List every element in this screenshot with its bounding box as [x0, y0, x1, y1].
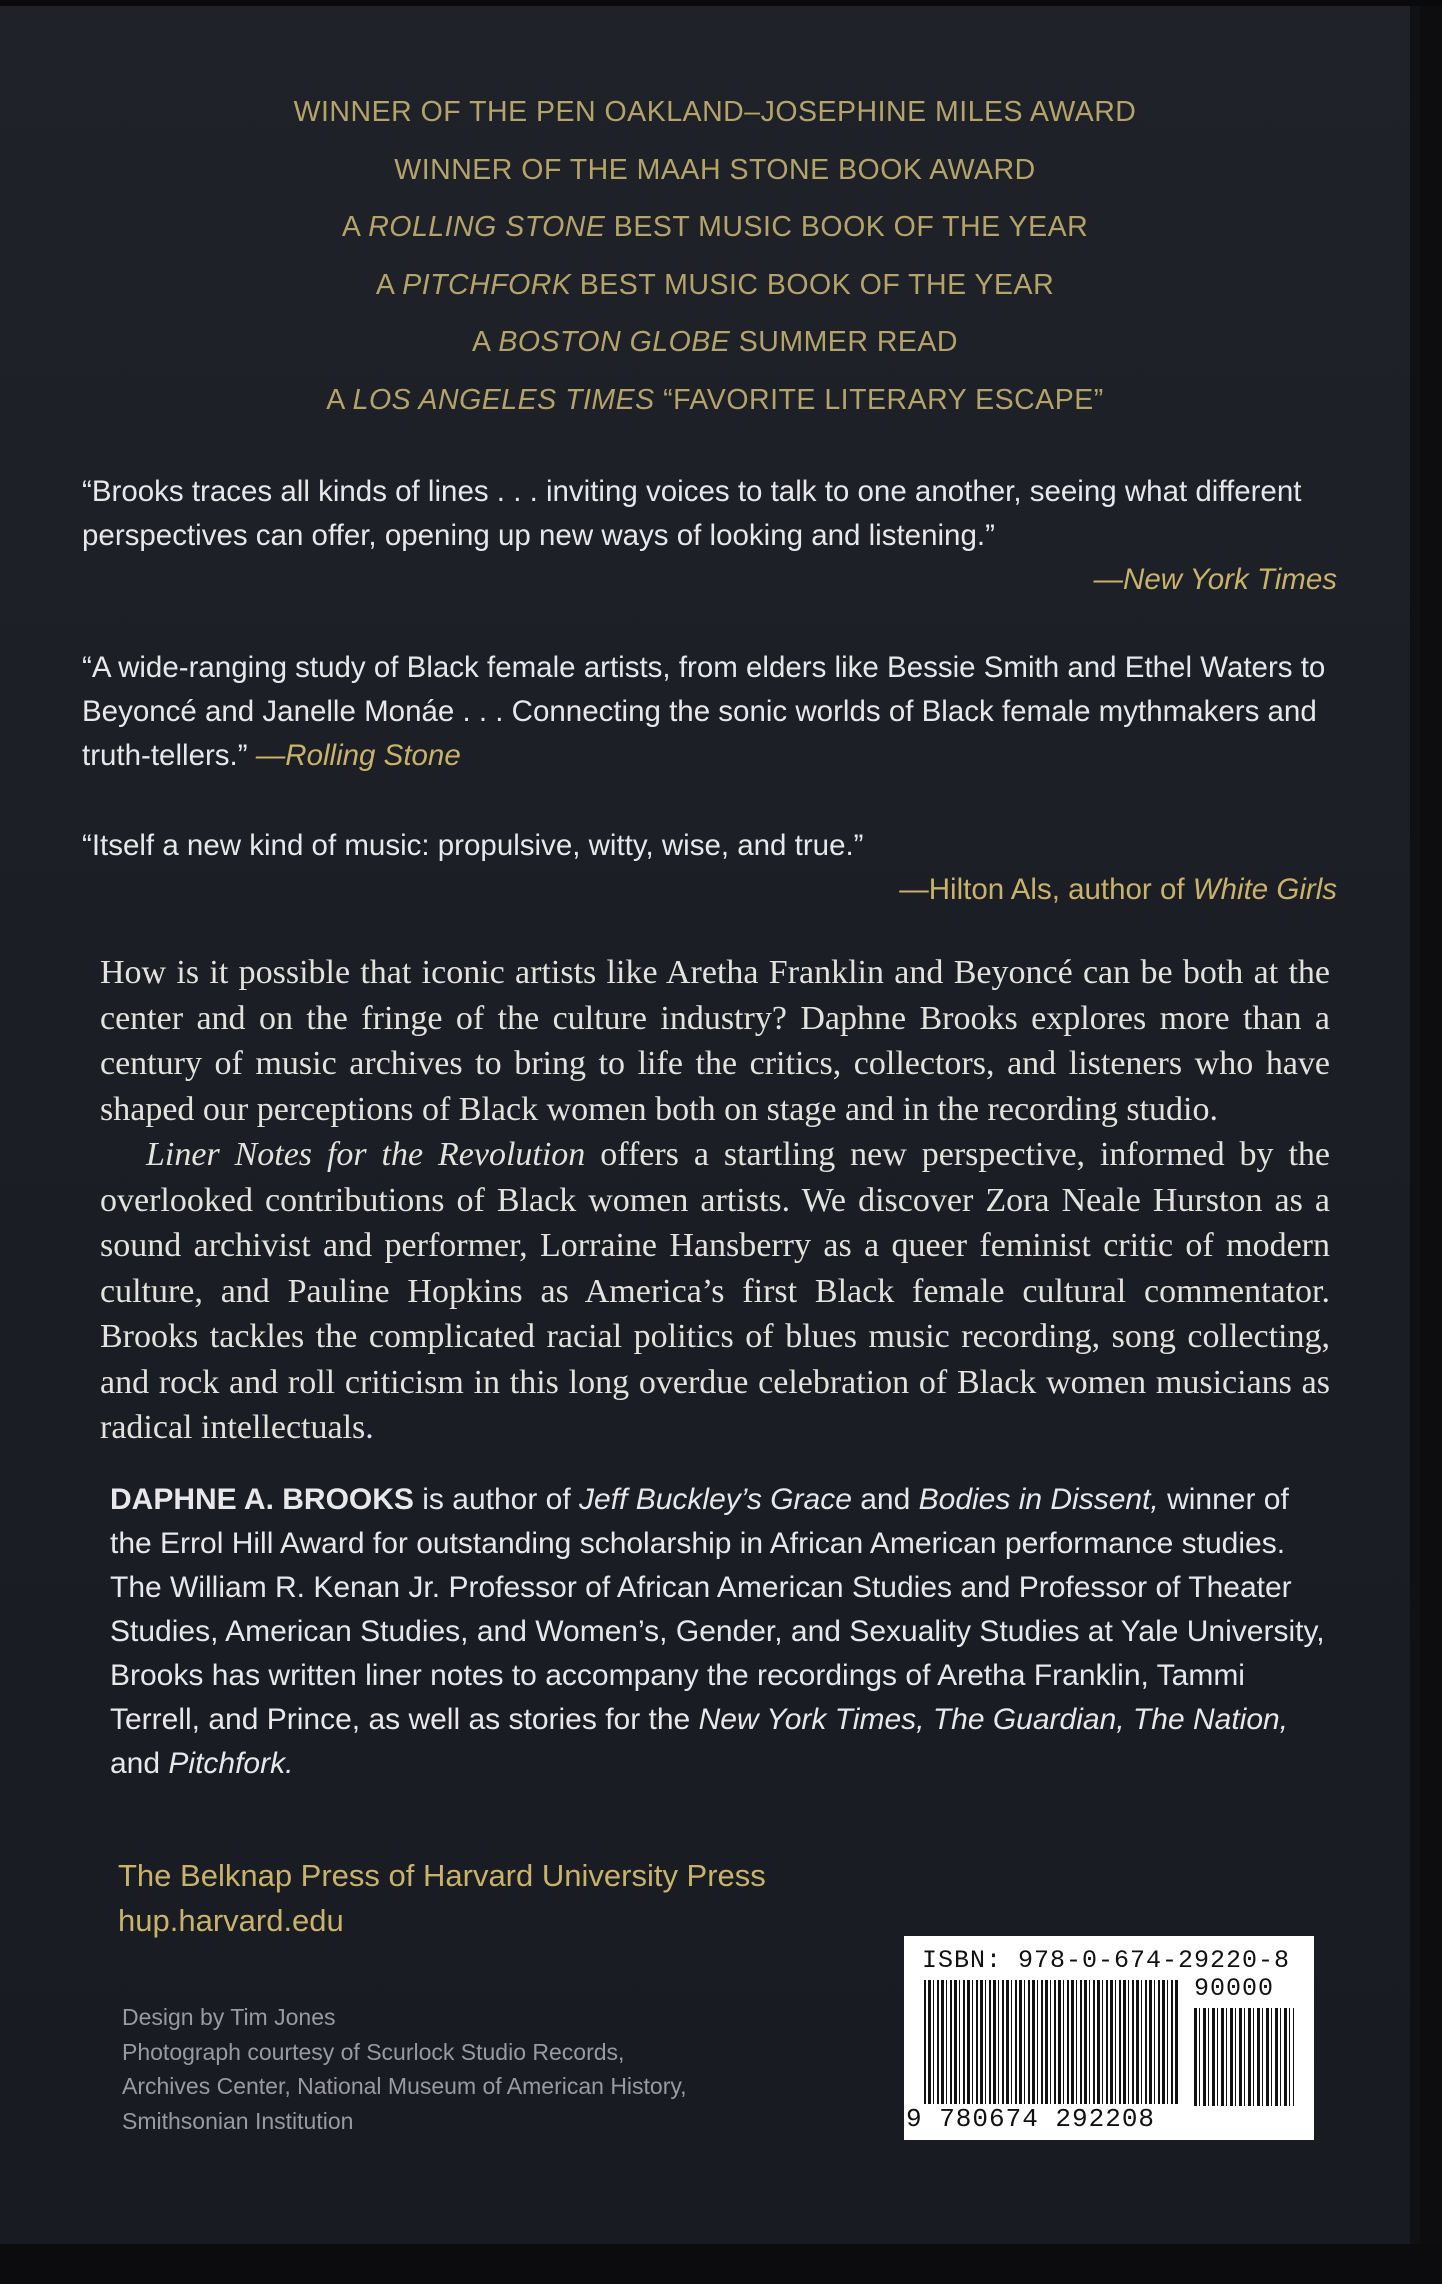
quote-text: “A wide-ranging study of Black female artists, from elders like Bessie Smith and Ethel Waters to Beyoncé and Janelle Monáe . . . Connecting the sonic worlds of Black female mythmakers and truth-tellers.”: [82, 651, 1326, 772]
isbn-number: ISBN: 978-0-674-29220-8: [922, 1946, 1291, 1975]
publisher-name: The Belknap Press of Harvard University Press: [118, 1858, 766, 1893]
credit-line: Design by Tim Jones: [122, 2004, 336, 2030]
barcode-bars-icon: [924, 1980, 1179, 2106]
author-bio: DAPHNE A. BROOKS is author of Jeff Buckley’s Grace and Bodies in Dissent, winner of the Errol Hill Award for outstanding scholarship in African American performance studies. The William R. Kenan Jr. Professor of African American Studies and Professor of Theater Studies, American Studies, and Women’s, Gender, and Sexuality Studies at Yale University, Brooks has written liner notes to accompany the recordings of Aretha Franklin, Tammi Terrell, and Prince, as well as stories for the New York Times, The Guardian, The Nation, and Pitchfork.: [110, 1483, 1325, 1780]
isbn-barcode: [904, 1936, 1314, 2140]
design-credits: [122, 2000, 842, 2138]
quote-source: —Rolling Stone: [255, 739, 461, 772]
award-line: WINNER OF THE MAAH STONE BOOK AWARD: [394, 153, 1036, 186]
award-line: A LOS ANGELES TIMES “FAVORITE LITERARY ESCAPE”: [326, 383, 1104, 416]
publisher-info: [118, 1853, 918, 1943]
quote-source: —New York Times: [1093, 563, 1337, 596]
price-addon: 90000: [1194, 1974, 1275, 2003]
review-quote-hilton-als: [82, 824, 1337, 912]
award-line: A ROLLING STONE BEST MUSIC BOOK OF THE YEAR: [341, 211, 1089, 243]
credit-line: Archives Center, National Museum of American History,: [122, 2073, 687, 2099]
description-paragraph: How is it possible that iconic artists like Aretha Franklin and Beyoncé can be both at the center and on the fringe of the culture industry? Daphne Brooks explores more than a century of music archives to bring to life the critics, collectors, and listeners who have shaped our perceptions of Black women both on stage and in the recording studio.: [100, 954, 1330, 1128]
award-line: A PITCHFORK BEST MUSIC BOOK OF THE YEAR: [375, 268, 1055, 301]
credit-line: Photograph courtesy of Scurlock Studio Records,: [122, 2038, 625, 2065]
ean-digits: 9 780674 292208: [906, 2104, 1186, 2134]
credit-line: Smithsonian Institution: [122, 2107, 354, 2134]
quote-text: “Brooks traces all kinds of lines . . . inviting voices to talk to one another, seeing what different perspectives can offer, opening up new ways of looking and listening.”: [82, 475, 1302, 552]
cover-top-edge: [0, 0, 1442, 6]
review-quote-nyt: [82, 470, 1337, 602]
awards-list: [150, 92, 1280, 437]
addon-barcode-bars-icon: [1194, 2008, 1294, 2106]
publisher-url: hup.harvard.edu: [118, 1903, 344, 1938]
cover-bottom-edge: [0, 2244, 1442, 2284]
quote-source: —Hilton Als, author of White Girls: [899, 873, 1337, 906]
quote-text: “Itself a new kind of music: propulsive, witty, wise, and true.”: [82, 829, 864, 862]
description-paragraph: Liner Notes for the Revolution offers a startling new perspective, informed by the overlooked contributions of Black women artists. We discover Zora Neale Hurston as a sound archivist and performer, Lorraine Hansberry as a queer feminist critic of modern culture, and Pauline Hopkins as America’s first Black female cultural commentator. Brooks tackles the complicated racial politics of blues music recording, song collecting, and rock and roll criticism in this long overdue celebration of Black women musicians as radical intellectuals.: [100, 1136, 1330, 1446]
award-line: WINNER OF THE PEN OAKLAND–JOSEPHINE MILES AWARD: [293, 96, 1137, 128]
author-name: DAPHNE A. BROOKS: [110, 1483, 414, 1516]
book-description: [100, 950, 1330, 1451]
award-line: A BOSTON GLOBE SUMMER READ: [471, 326, 958, 358]
review-quote-rolling-stone: [82, 646, 1337, 778]
book-title: Liner Notes for the Revolution: [146, 1136, 586, 1173]
